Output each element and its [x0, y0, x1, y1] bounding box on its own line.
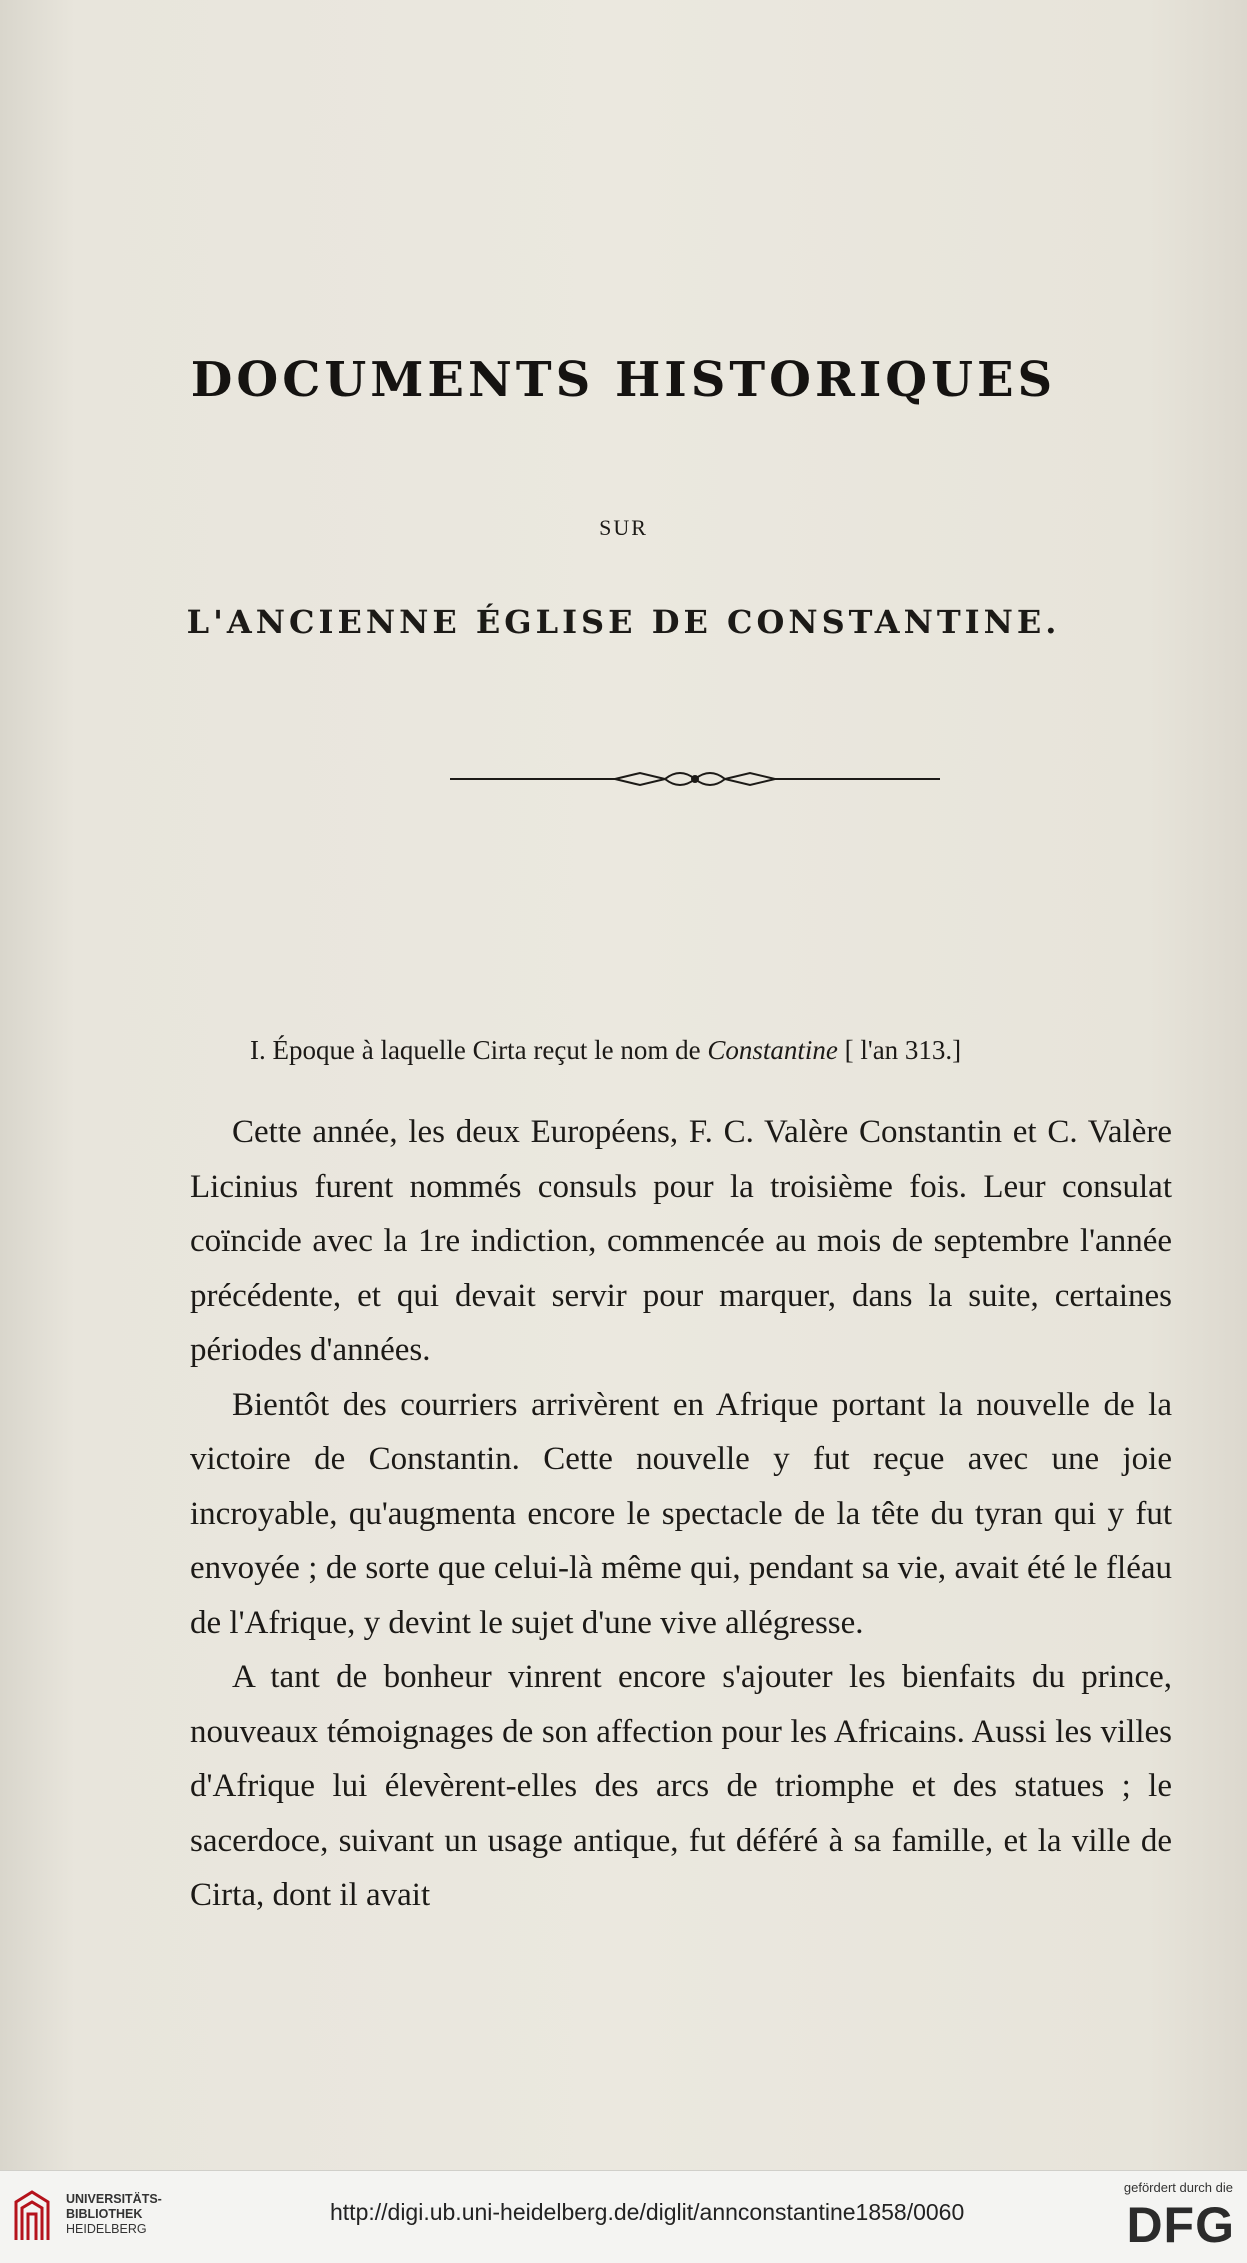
- ornament-divider: [450, 765, 940, 793]
- paragraph: A tant de bonheur vinrent encore s'ajouter les bienfaits du prince, nouveaux témoignages de son affection pour les Africains. Aussi les villes d'Afrique lui élevèrent-elles des arcs de triomphe et des statues ; le sacerdoce, suivant un usage antique, fut déféré à sa famille, et la ville de Cirta, dont il avait: [190, 1659, 1172, 1913]
- title-connector: SUR: [599, 515, 648, 540]
- dfg-logo: DFG: [1126, 2197, 1235, 2253]
- heading-suffix: [ l'an 313.]: [844, 1035, 962, 1065]
- heading-italic-name: Constantine: [707, 1035, 838, 1065]
- permalink-url[interactable]: http://digi.ub.uni-heidelberg.de/diglit/annconstantine1858/0060: [330, 2199, 965, 2225]
- heading-prefix: I. Époque à laquelle Cirta reçut le nom de: [250, 1035, 701, 1065]
- paragraph: Cette année, les deux Européens, F. C. Valère Constantin et C. Valère Licinius furent nommés consuls pour la troisième fois. Leur consulat coïncide avec la 1re indiction, commencée au mois de septembre l'année précédente, et qui devait servir pour marquer, dans la suite, certaines périodes d'années.: [190, 1114, 1172, 1368]
- page-subtitle: L'ANCIENNE ÉGLISE DE CONSTANTINE.: [186, 603, 1061, 641]
- page-title: DOCUMENTS HISTORIQUES: [190, 352, 1057, 408]
- section-heading: [250, 1035, 1130, 1066]
- library-logo-icon: [12, 2188, 52, 2244]
- body-text: [190, 1105, 1172, 1923]
- library-name: UNIVERSITÄTS- BIBLIOTHEK HEIDELBERG: [66, 2192, 162, 2236]
- paragraph: Bientôt des courriers arrivèrent en Afrique portant la nouvelle de la victoire de Constantin. Cette nouvelle y fut reçue avec une joie incroyable, qu'augmenta encore le spectacle de la tête du tyran qui y fut envoyée ; de sorte que celui-là même qui, pendant sa vie, avait été le fléau de l'Afrique, y devint le sujet d'une vive allégresse.: [190, 1386, 1172, 1641]
- funding-note: gefördert durch die: [1123, 2180, 1233, 2195]
